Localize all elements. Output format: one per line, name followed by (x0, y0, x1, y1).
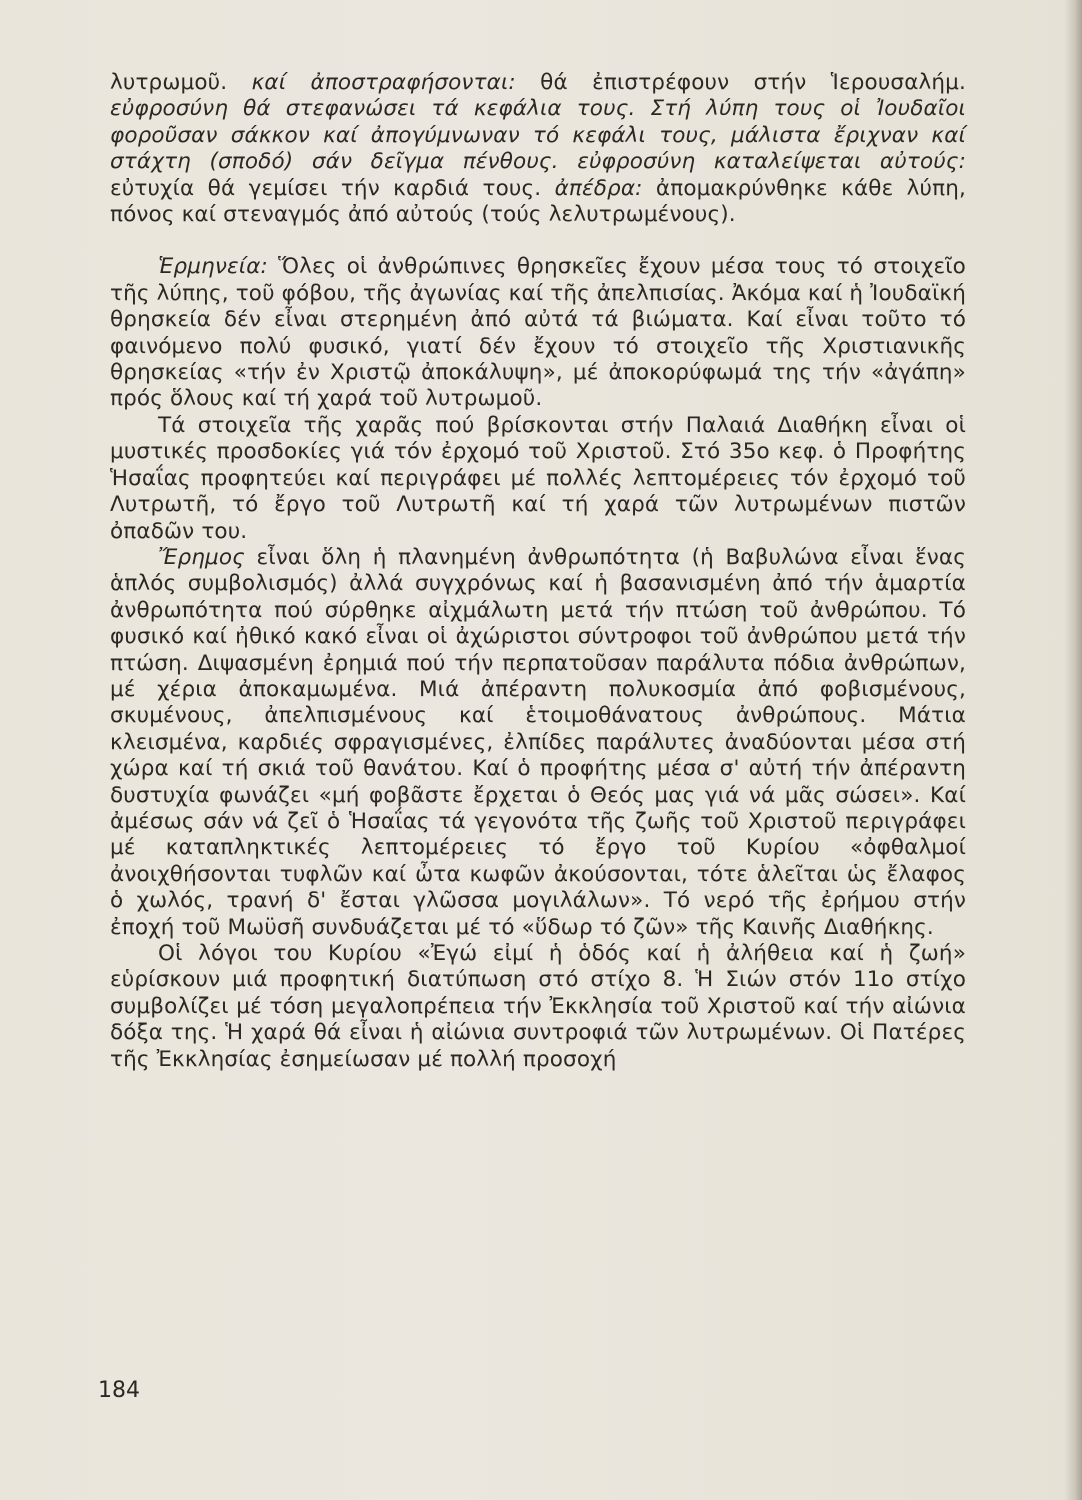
paragraph-2: Ἑρμηνεία: Ὅλες οἱ ἀνθρώπινες θρησκεῖες ἔχουν μέσα τους τό στοιχεῖο τῆς λύπης, τοῦ φόβου, τῆς ἀγωνίας καί τῆς ἀπελπισίας. Ἀκόμα καί ἡ Ἰουδαϊκή θρησκεία δέν εἶναι στερημένη ἀπό αὐτά τά βιώματα. Καί εἶναι τοῦτο τό φαινόμενο πολύ φυσικό, γιατί δέν ἔχουν τό στοιχεῖο τῆς Χριστιανικῆς θρησκείας «τήν ἐν Χριστῷ ἀποκάλυψη», μέ ἀποκορύφωμά της τήν «ἀγάπη» πρός ὅλους καί τή χαρά τοῦ λυτρωμοῦ. (110, 254, 966, 412)
paragraph-1: λυτρωμοῦ. καί ἀποστραφήσονται: θά ἐπιστρέφουν στήν Ἱερουσαλήμ. εὐφροσύνη θά στεφανώσει τά κεφάλια τους. Στή λύπη τους οἱ Ἰουδαῖοι φοροῦσαν σάκκον καί ἀπογύμνωναν τό κεφάλι τους, μάλιστα ἔριχναν καί στάχτη (σποδό) σάν δεῖγμα πένθους. εὐφροσύνη καταλείψεται αὐτούς: εὐτυχία θά γεμίσει τήν καρδιά τους. ἀπέδρα: ἀπομακρύνθηκε κάθε λύπη, πόνος καί στεναγμός ἀπό αὐτούς (τούς λελυτρωμένους). (110, 70, 966, 228)
paragraph-5: Οἱ λόγοι του Κυρίου «Ἐγώ εἰμί ἡ ὁδός καί ἡ ἀλήθεια καί ἡ ζωή» εὑρίσκουν μιά προφητική διατύπωση στό στίχο 8. Ἡ Σιών στόν 11ο στίχο συμβολίζει μέ τόση μεγαλοπρέπεια τήν Ἐκκλησία τοῦ Χριστοῦ καί τήν αἰώνια δόξα της. Ἡ χαρά θά εἶναι ἡ αἰώνια συντροφιά τῶν λυτρωμένων. Οἱ Πατέρες τῆς Ἐκκλησίας ἐσημείωσαν μέ πολλή προσοχή (110, 941, 966, 1072)
page-number: 184 (98, 1378, 140, 1403)
page-edge-shadow (1064, 0, 1082, 1500)
paragraph-4: Ἔρημος εἶναι ὅλη ἡ πλανημένη ἀνθρωπότητα (ἡ Βαβυλώνα εἶναι ἕνας ἁπλός συμβολισμός) ἀλλά συγχρόνως καί ἡ βασανισμένη ἀπό τήν ἁμαρτία ἀνθρωπότητα πού σύρθηκε αἰχμάλωτη μετά τήν πτώση τοῦ ἀνθρώπου. Τό φυσικό καί ἠθικό κακό εἶναι οἱ ἀχώριστοι σύντροφοι τοῦ ἀνθρώπου μετά τήν πτώση. Διψασμένη ἐρημιά πού τήν περπατοῦσαν παράλυτα πόδια ἀνθρώπων, μέ χέρια ἀποκαμωμένα. Μιά ἀπέραντη πολυκοσμία ἀπό φοβισμένους, σκυμένους, ἀπελπισμένους καί ἑτοιμοθάνατους ἀνθρώπους. Μάτια κλεισμένα, καρδιές σφραγισμένες, ἐλπίδες παράλυτες ἀναδύονται μέσα στή χώρα καί τή σκιά τοῦ θανάτου. Καί ὁ προφήτης μέσα σ' αὐτή τήν ἀπέραντη δυστυχία φωνάζει «μή φοβᾶστε ἔρχεται ὁ Θεός μας γιά νά μᾶς σώσει». Καί ἀμέσως σάν νά ζεῖ ὁ Ἡσαΐας τά γεγονότα τῆς ζωῆς τοῦ Χριστοῦ περιγράφει μέ καταπληκτικές λεπτομέρειες τό ἔργο τοῦ Κυρίου «ὀφθαλμοί ἀνοιχθήσονται τυφλῶν καί ὦτα κωφῶν ἀκούσονται, τότε ἁλεῖται ὡς ἔλαφος ὁ χωλός, τρανή δ' ἔσται γλῶσσα μογιλάλων». Τό νερό τῆς ἐρήμου στήν ἐποχή τοῦ Μωϋσῆ συνδυάζεται μέ τό «ὕδωρ τό ζῶν» τῆς Καινῆς Διαθήκης. (110, 544, 966, 940)
body-text (110, 70, 966, 1073)
paragraph-3: Τά στοιχεῖα τῆς χαρᾶς πού βρίσκονται στήν Παλαιά Διαθήκη εἶναι οἱ μυστικές προσδοκίες γιά τόν ἐρχομό τοῦ Χριστοῦ. Στό 35ο κεφ. ὁ Προφήτης Ἡσαΐας προφητεύει καί περιγράφει μέ πολλές λεπτομέρειες τόν ἐρχομό τοῦ Λυτρωτῆ, τό ἔργο τοῦ Λυτρωτῆ καί τή χαρά τῶν λυτρωμένων πιστῶν ὀπαδῶν του. (110, 412, 966, 544)
